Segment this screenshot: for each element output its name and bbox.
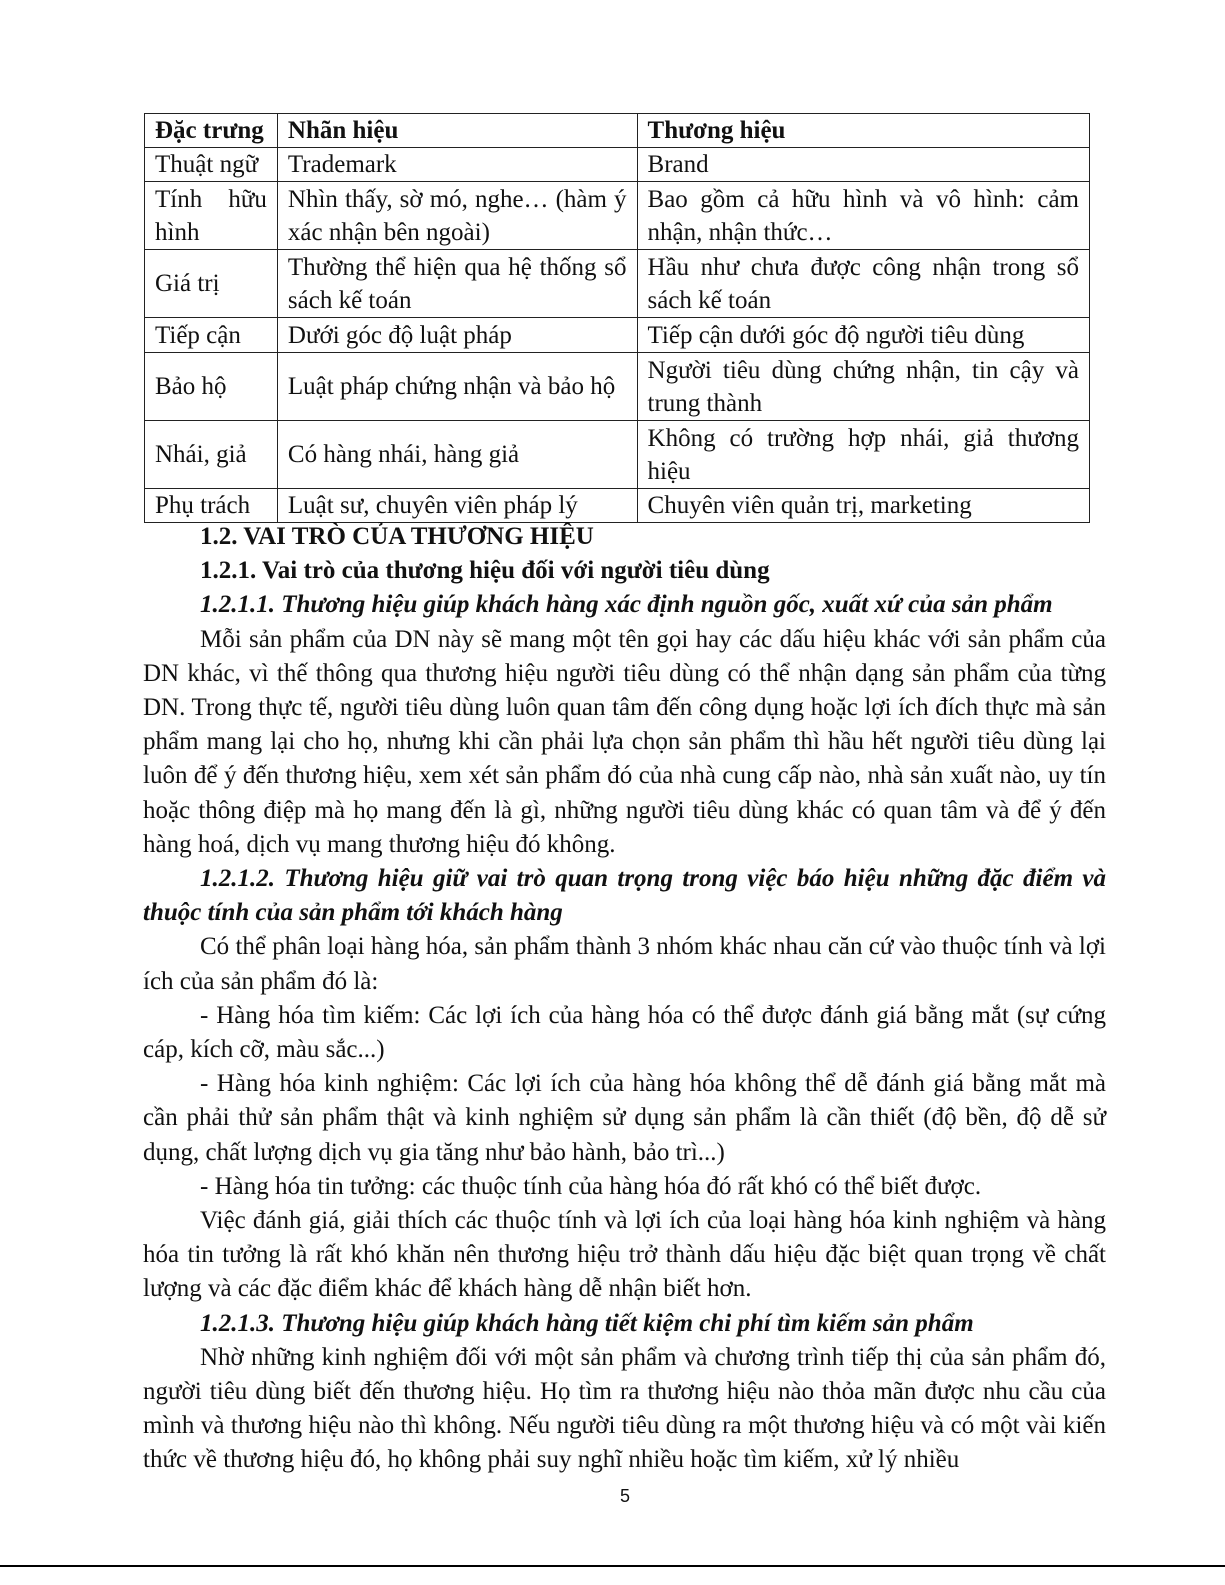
table-cell: Brand bbox=[637, 148, 1089, 182]
table-cell: Tiếp cận dưới góc độ người tiêu dùng bbox=[637, 318, 1089, 353]
table-cell: Thường thể hiện qua hệ thống sổ sách kế toán bbox=[277, 250, 637, 318]
table-row bbox=[145, 148, 1090, 182]
table-header-cell: Nhãn hiệu bbox=[277, 114, 637, 148]
table-cell: Giá trị bbox=[145, 250, 278, 318]
table-cell: Trademark bbox=[277, 148, 637, 182]
table-cell: Người tiêu dùng chứng nhận, tin cậy và trung thành bbox=[637, 353, 1089, 421]
table-cell: Nhìn thấy, sờ mó, nghe… (hàm ý xác nhận bên ngoài) bbox=[277, 182, 637, 250]
document-body bbox=[143, 520, 1106, 1478]
table-row bbox=[145, 421, 1090, 489]
bullet-item: - Hàng hóa tin tưởng: các thuộc tính của hàng hóa đó rất khó có thể biết được. bbox=[200, 1172, 982, 1200]
table-cell: Luật sư, chuyên viên pháp lý bbox=[277, 489, 637, 523]
table-cell: Nhái, giả bbox=[145, 421, 278, 489]
page-number: 5 bbox=[619, 1486, 630, 1506]
comparison-table bbox=[144, 113, 1090, 523]
paragraph: Có thể phân loại hàng hóa, sản phẩm thành 3 nhóm khác nhau căn cứ vào thuộc tính và lợi ích của sản phẩm đó là: bbox=[143, 933, 1106, 995]
table-row bbox=[145, 182, 1090, 250]
table-cell: Thuật ngữ bbox=[145, 148, 278, 182]
table-cell: Không có trường hợp nhái, giả thương hiệu bbox=[637, 421, 1089, 489]
paragraph: Mỗi sản phẩm của DN này sẽ mang một tên gọi hay các dấu hiệu khác với sản phẩm của DN khác, vì thế thông qua thương hiệu người tiêu dùng có thể nhận dạng sản phẩm của từng DN. Trong thực tế, người tiêu dùng luôn quan tâm đến công dụng hoặc lợi ích đích thực mà sản phẩm mang lại cho họ, nhưng khi cần phải lựa chọn sản phẩm thì hầu hết người tiêu dùng lại luôn để ý đến thương hiệu, xem xét sản phẩm đó của nhà cung cấp nào, nhà sản xuất nào, uy tín hoặc thông điệp mà họ mang đến là gì, những người tiêu dùng khác có quan tâm và để ý đến hàng hoá, dịch vụ mang thương hiệu đó không. bbox=[143, 625, 1106, 858]
table-row bbox=[145, 353, 1090, 421]
table-cell: Phụ trách bbox=[145, 489, 278, 523]
table-header-cell: Đặc trưng bbox=[145, 114, 278, 148]
table-cell: Bao gồm cả hữu hình và vô hình: cảm nhận, nhận thức… bbox=[637, 182, 1089, 250]
table-cell: Chuyên viên quản trị, marketing bbox=[637, 489, 1089, 523]
table-cell: Dưới góc độ luật pháp bbox=[277, 318, 637, 353]
page-bottom-rule bbox=[0, 1565, 1225, 1567]
table-cell: Hầu như chưa được công nhận trong sổ sách kế toán bbox=[637, 250, 1089, 318]
subsubsection-heading: 1.2.1.1. Thương hiệu giúp khách hàng xác định nguồn gốc, xuất xứ của sản phẩm bbox=[200, 591, 1053, 619]
table-header-row bbox=[145, 114, 1090, 148]
subsection-heading: 1.2.1. Vai trò của thương hiệu đối với người tiêu dùng bbox=[200, 557, 770, 585]
table-cell: Bảo hộ bbox=[145, 353, 278, 421]
table-cell: Tiếp cận bbox=[145, 318, 278, 353]
paragraph: Nhờ những kinh nghiệm đối với một sản phẩm và chương trình tiếp thị của sản phẩm đó, người tiêu dùng biết đến thương hiệu. Họ tìm ra thương hiệu nào thỏa mãn được nhu cầu của mình và thương hiệu nào thì không. Nếu người tiêu dùng ra một thương hiệu và có một vài kiến thức về thương hiệu đó, họ không phải suy nghĩ nhiều hoặc tìm kiếm, xử lý nhiều bbox=[143, 1343, 1106, 1474]
table-cell: Luật pháp chứng nhận và bảo hộ bbox=[277, 353, 637, 421]
table-row bbox=[145, 250, 1090, 318]
table-row bbox=[145, 489, 1090, 523]
bullet-item: - Hàng hóa tìm kiếm: Các lợi ích của hàng hóa có thể được đánh giá bằng mắt (sự cứng cáp, kích cỡ, màu sắc...) bbox=[143, 1001, 1106, 1064]
table-cell: Có hàng nhái, hàng giả bbox=[277, 421, 637, 489]
subsubsection-heading: 1.2.1.3. Thương hiệu giúp khách hàng tiết kiệm chi phí tìm kiếm sản phẩm bbox=[200, 1309, 974, 1337]
table-cell: Tính hữu hình bbox=[145, 182, 278, 250]
section-heading: 1.2. VAI TRÒ CỦA THƯƠNG HIỆU bbox=[200, 523, 594, 550]
bullet-item: - Hàng hóa kinh nghiệm: Các lợi ích của hàng hóa không thể dễ đánh giá bằng mắt mà cần phải thử sản phẩm thật và kinh nghiệm sử dụng sản phẩm là cần thiết (độ bền, độ dễ sử dụng, chất lượng dịch vụ gia tăng như bảo hành, bảo trì...) bbox=[143, 1070, 1106, 1166]
paragraph: Việc đánh giá, giải thích các thuộc tính và lợi ích của loại hàng hóa kinh nghiệm và hàng hóa tin tưởng là rất khó khăn nên thương hiệu trở thành dấu hiệu đặc biệt quan trọng về chất lượng và các đặc điểm khác để khách hàng dễ nhận biết hơn. bbox=[143, 1207, 1106, 1303]
table-row bbox=[145, 318, 1090, 353]
table-header-cell: Thương hiệu bbox=[637, 114, 1089, 148]
subsubsection-heading: 1.2.1.2. Thương hiệu giữ vai trò quan trọng trong việc báo hiệu những đặc điểm và thuộc tính của sản phẩm tới khách hàng bbox=[143, 865, 1106, 927]
